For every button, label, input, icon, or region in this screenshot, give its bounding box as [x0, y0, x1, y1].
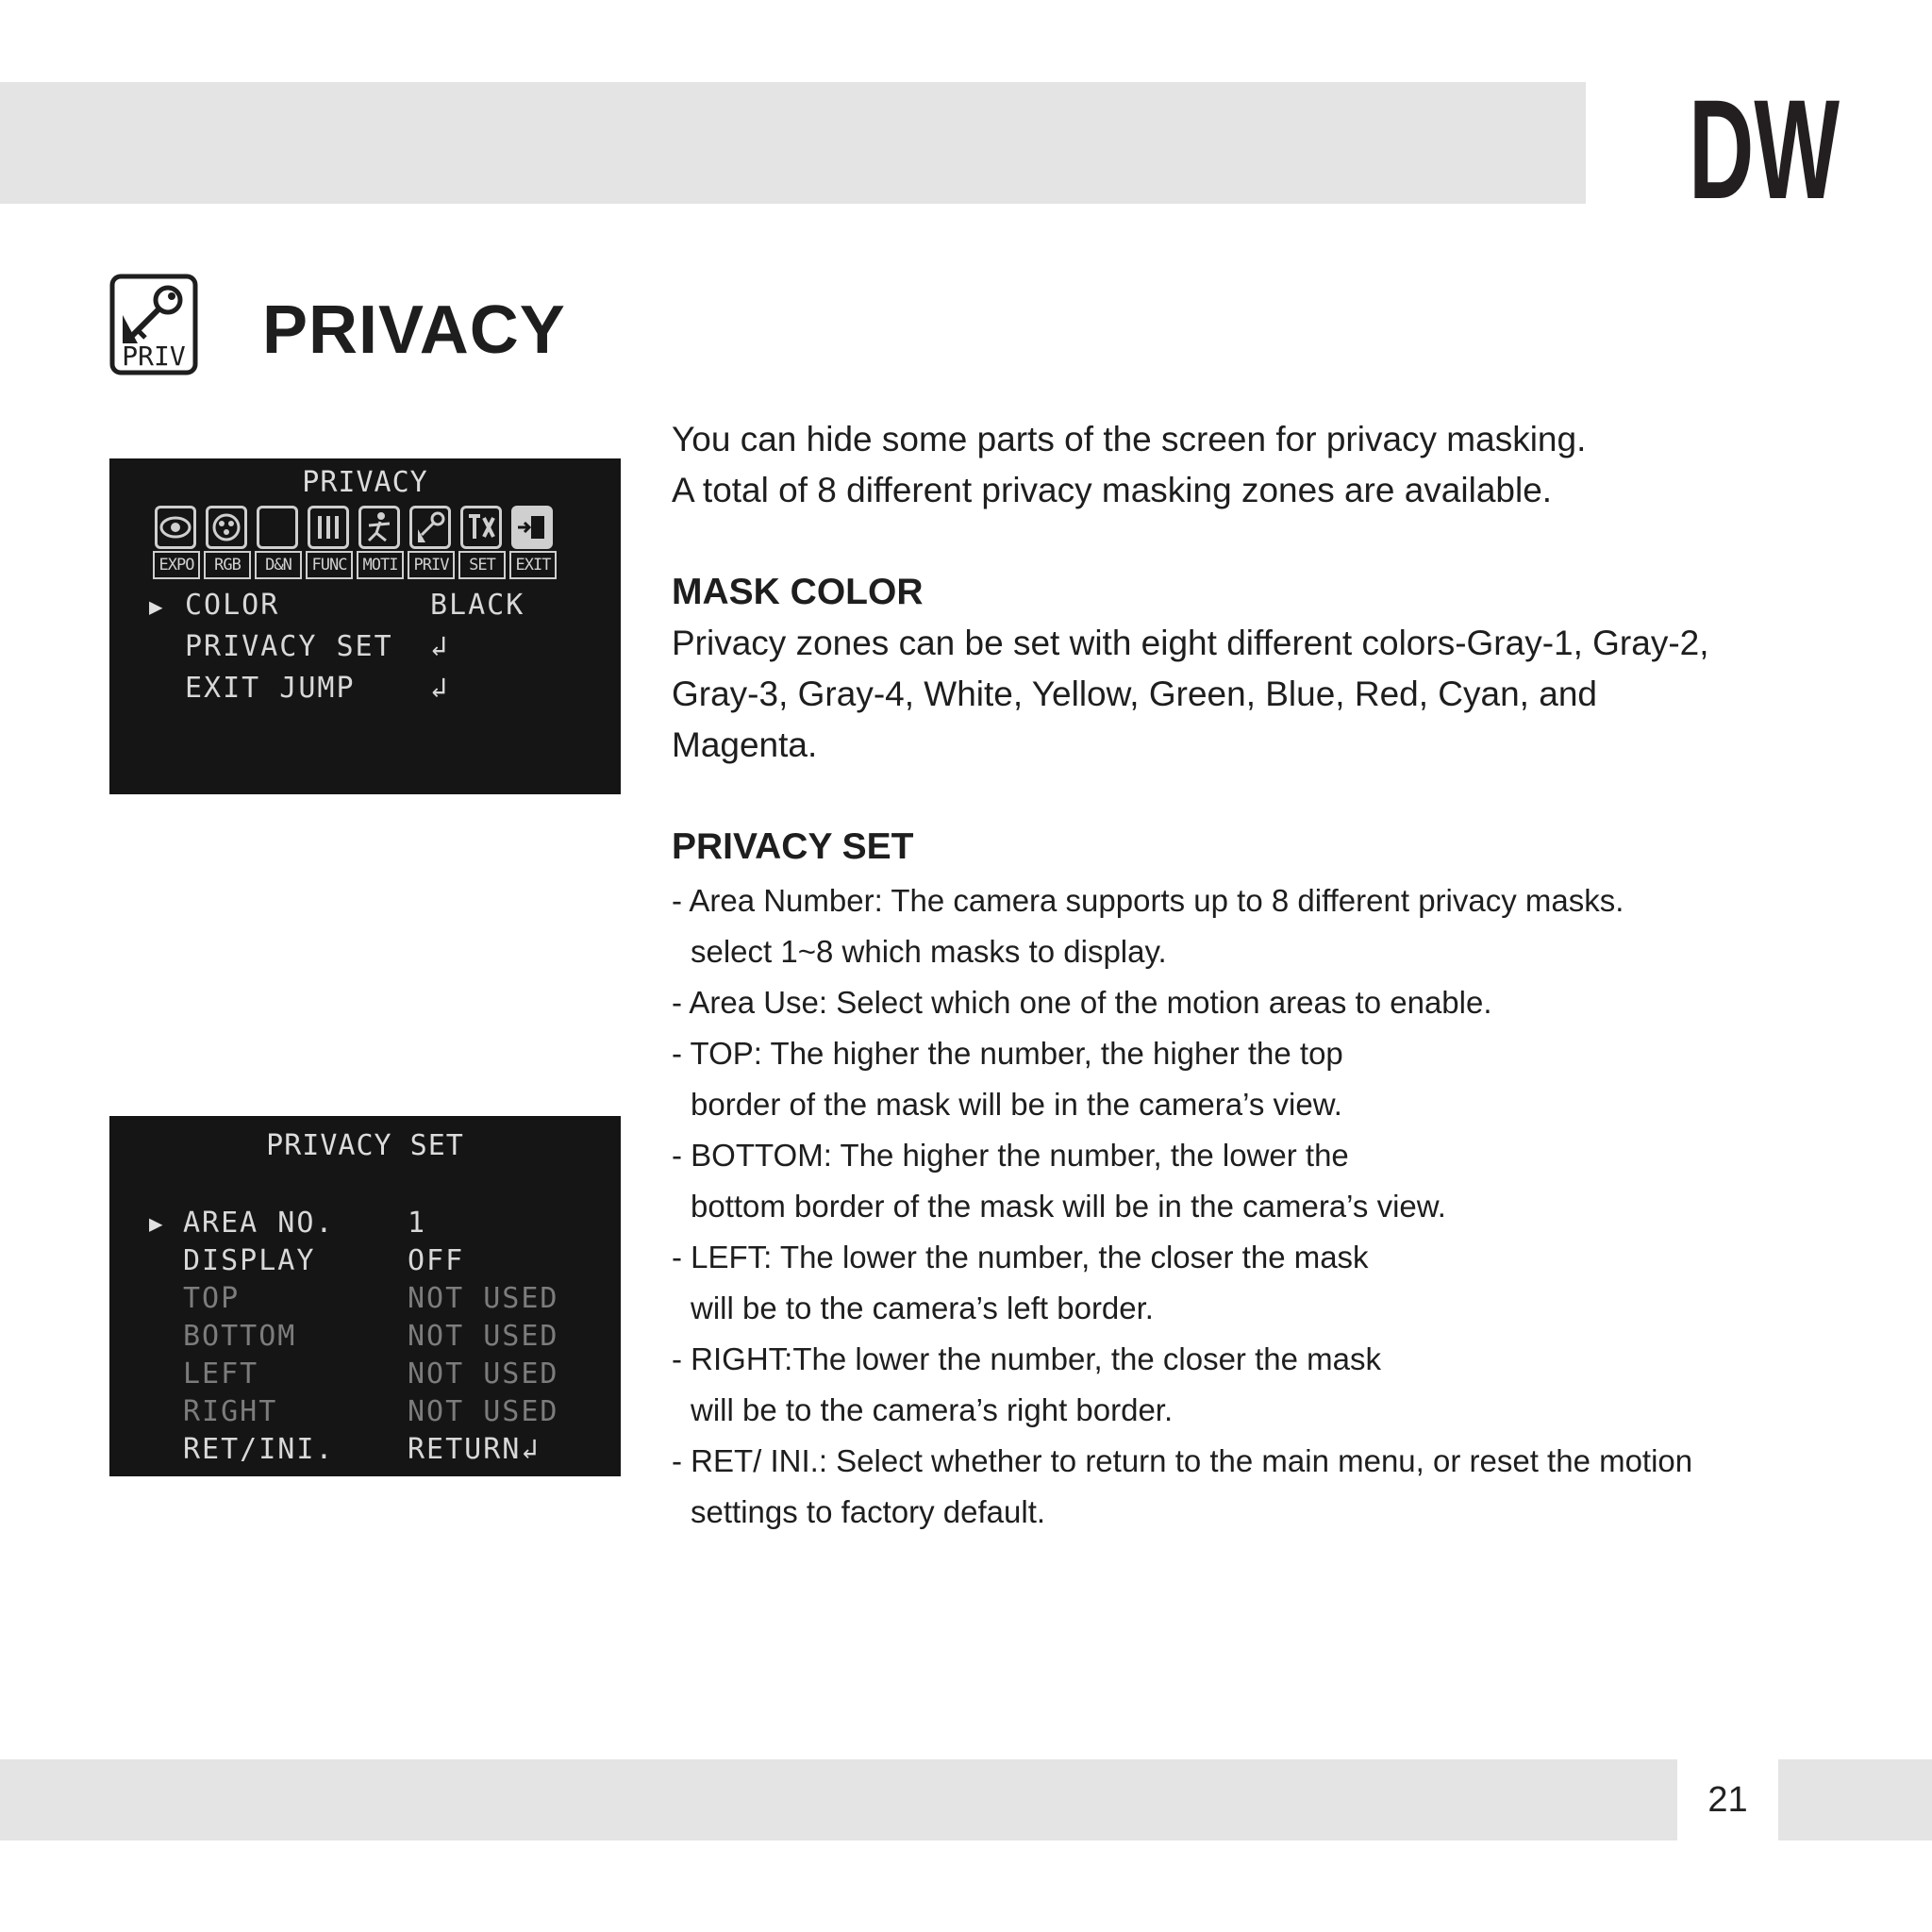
- mask-color-line: Gray-3, Gray-4, White, Yellow, Green, Blue, Red, Cyan, and: [672, 675, 1597, 713]
- osd-row-label: RIGHT: [183, 1395, 278, 1428]
- privacy-set-line: settings to factory default.: [691, 1494, 1046, 1529]
- function-icon: FUNC: [306, 506, 355, 581]
- footer-band: [0, 1759, 1677, 1840]
- page-title: PRIVACY: [262, 292, 566, 368]
- osd-privacy-set-menu: [109, 1116, 621, 1476]
- privacy-set-line: - BOTTOM: The higher the number, the lower the: [672, 1138, 1349, 1173]
- osd-row-label: RET/INI.: [183, 1433, 335, 1466]
- osd-selector-arrow: ▶: [149, 1210, 163, 1237]
- header-band: [0, 82, 1586, 204]
- privacy-icon: PRIV: [408, 506, 457, 581]
- osd-row-value: NOT USED: [408, 1320, 559, 1353]
- mask-color-line: Privacy zones can be set with eight different colors-Gray-1, Gray-2,: [672, 624, 1709, 662]
- privacy-set-heading: PRIVACY SET: [672, 826, 914, 867]
- osd-title: PRIVACY: [302, 466, 428, 499]
- setup-icon: SET: [458, 506, 508, 581]
- osd-row-value: BLACK: [430, 589, 525, 622]
- osd-selector-arrow: ▶: [149, 593, 163, 620]
- osd-privacy-menu: [109, 458, 621, 794]
- day-night-icon: D&N: [255, 506, 304, 581]
- rgb-icon: RGB: [204, 506, 253, 581]
- osd-row-value: ↲: [430, 630, 450, 663]
- privacy-set-line: bottom border of the mask will be in the camera’s view.: [691, 1189, 1446, 1224]
- osd-row-value: 1: [408, 1207, 427, 1240]
- intro-line: You can hide some parts of the screen for privacy masking.: [672, 420, 1587, 458]
- osd-row-label: LEFT: [183, 1357, 259, 1391]
- osd-row-value: ↲: [430, 672, 450, 705]
- privacy-set-line: select 1~8 which masks to display.: [691, 934, 1167, 969]
- privacy-set-line: will be to the camera’s left border.: [691, 1291, 1154, 1325]
- osd-icon-bar: [153, 506, 558, 581]
- svg-text:DW: DW: [1689, 70, 1840, 228]
- osd-title: PRIVACY SET: [266, 1129, 464, 1162]
- osd-row-value: OFF: [408, 1244, 465, 1277]
- osd-row-label: AREA NO.: [183, 1207, 335, 1240]
- osd-row-label: DISPLAY: [183, 1244, 316, 1277]
- osd-row-label: BOTTOM: [183, 1320, 297, 1353]
- osd-row-value: RETURN↲: [408, 1433, 541, 1466]
- privacy-set-line: - TOP: The higher the number, the higher the top: [672, 1036, 1343, 1071]
- svg-text:PRIV: PRIV: [122, 341, 186, 372]
- osd-row-label: PRIVACY SET: [185, 630, 393, 663]
- mask-color-line: Magenta.: [672, 725, 818, 764]
- privacy-set-line: - Area Number: The camera supports up to 8 different privacy masks.: [672, 883, 1624, 918]
- osd-row-value: NOT USED: [408, 1282, 559, 1315]
- privacy-set-line: - LEFT: The lower the number, the closer the mask: [672, 1240, 1369, 1274]
- mask-color-heading: MASK COLOR: [672, 572, 924, 612]
- osd-row-label: COLOR: [185, 589, 280, 622]
- exit-icon: EXIT: [509, 506, 558, 581]
- privacy-set-line: - RIGHT:The lower the number, the closer the mask: [672, 1341, 1381, 1376]
- osd-row-label: TOP: [183, 1282, 241, 1315]
- dw-logo: [1687, 70, 1841, 228]
- intro-line: A total of 8 different privacy masking zones are available.: [672, 471, 1553, 509]
- osd-row-label: EXIT JUMP: [185, 672, 356, 705]
- privacy-key-icon: [109, 274, 198, 375]
- page-number: 21: [1707, 1780, 1748, 1820]
- footer-band-right: [1778, 1759, 1932, 1840]
- osd-row-value: NOT USED: [408, 1395, 559, 1428]
- privacy-set-line: will be to the camera’s right border.: [691, 1392, 1174, 1427]
- privacy-set-line: border of the mask will be in the camera’s view.: [691, 1087, 1342, 1122]
- osd-row-value: NOT USED: [408, 1357, 559, 1391]
- privacy-set-line: - RET/ INI.: Select whether to return to the main menu, or reset the motion: [672, 1443, 1693, 1478]
- privacy-set-line: - Area Use: Select which one of the motion areas to enable.: [672, 985, 1492, 1020]
- exposure-icon: EXPO: [153, 506, 202, 581]
- motion-icon: MOTI: [357, 506, 406, 581]
